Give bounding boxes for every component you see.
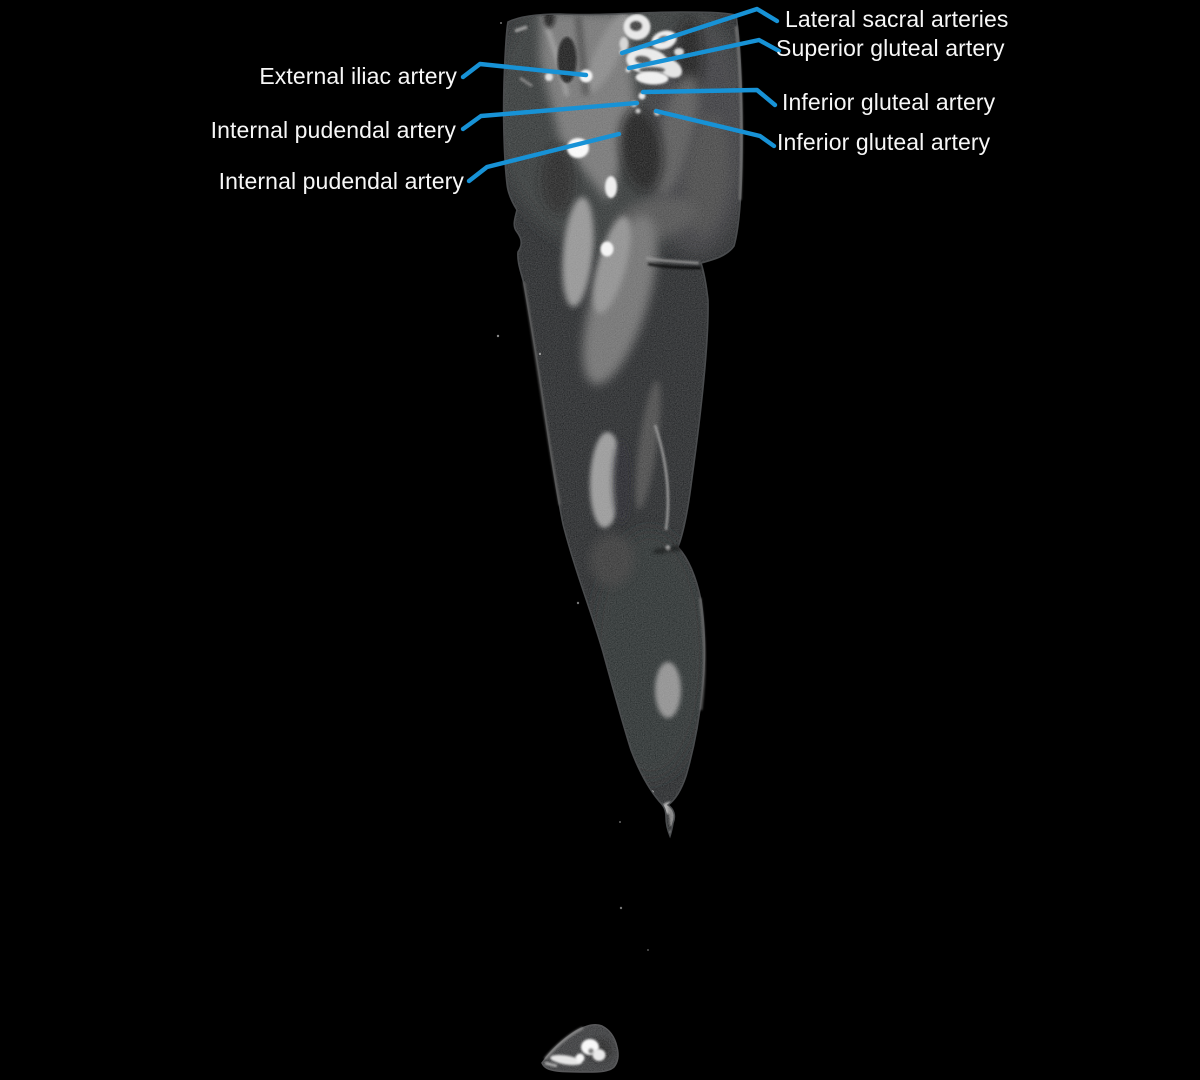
label-inferior-gluteal-artery-upper: Inferior gluteal artery [782,89,996,115]
label-internal-pudendal-artery-upper: Internal pudendal artery [210,117,456,143]
label-external-iliac-artery: External iliac artery [259,63,457,89]
label-superior-gluteal-artery: Superior gluteal artery [776,35,1005,61]
label-internal-pudendal-artery-lower: Internal pudendal artery [218,168,464,194]
label-lateral-sacral-arteries: Lateral sacral arteries [785,6,1009,32]
label-inferior-gluteal-artery-lower: Inferior gluteal artery [777,129,991,155]
ct-noise-texture [480,0,760,1080]
